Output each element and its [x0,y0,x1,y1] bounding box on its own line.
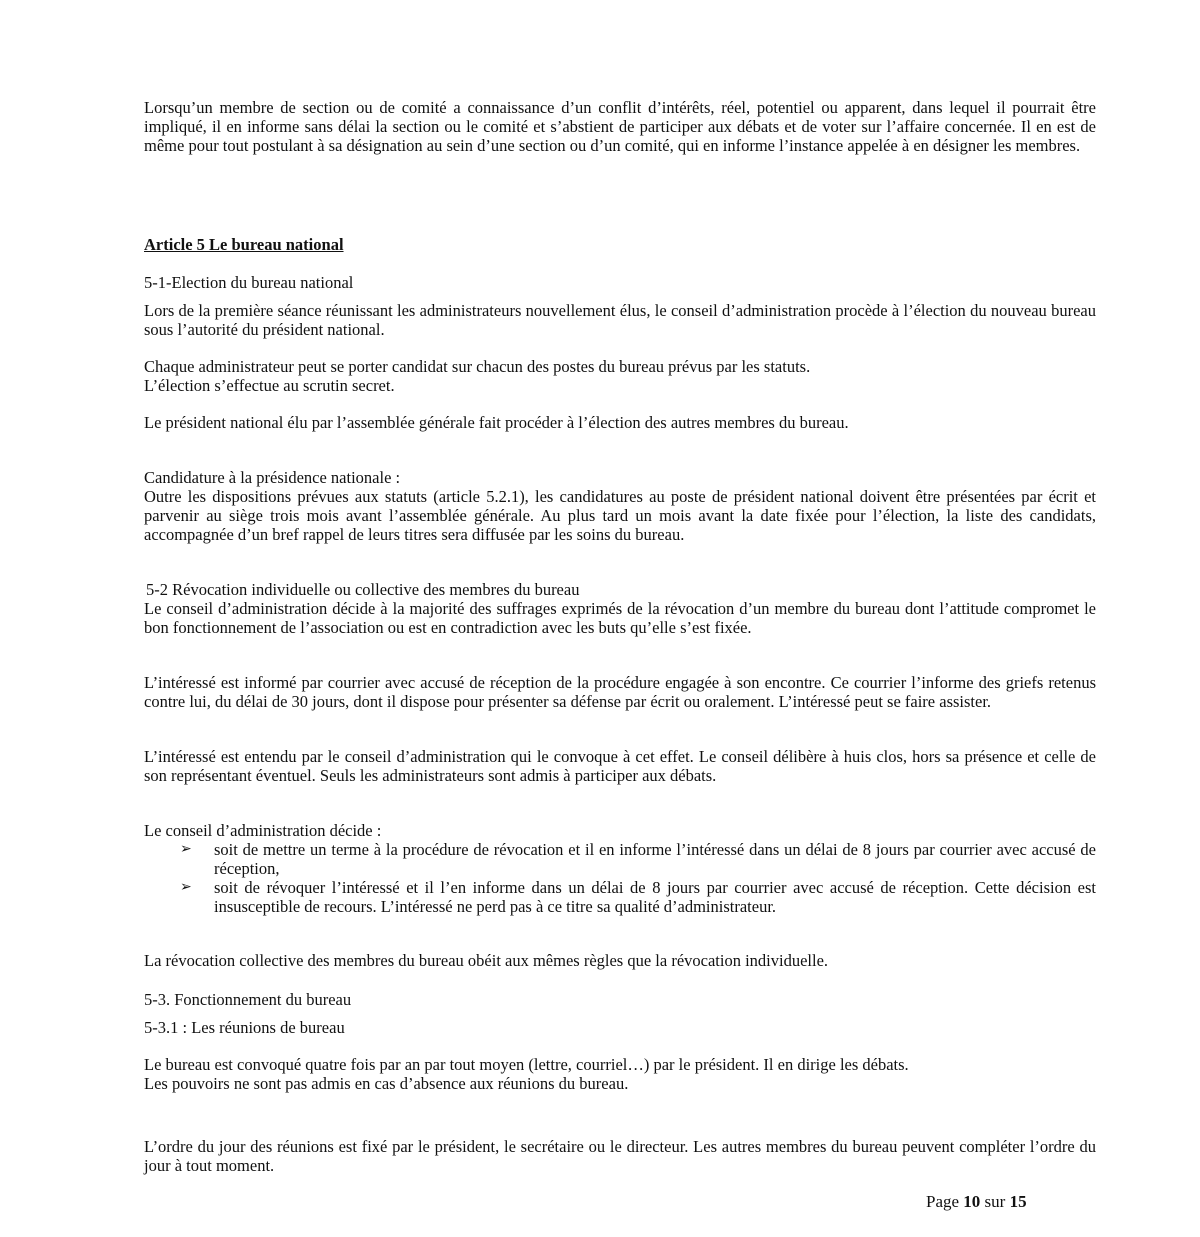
candidature-block [144,468,1096,544]
section-5-1-paragraph-3: Le président national élu par l’assemblée générale fait procéder à l’élection des autres membres du bureau. [144,413,849,432]
list-item-text: soit de révoquer l’intéressé et il l’en informe dans un délai de 8 jours par courrier avec accusé de réception. Cette décision est insusceptible de recours. L’intéressé ne perd pas à ce titre sa qualité d’administrateur. [214,878,1096,916]
section-5-1-paragraph-2 [144,357,1096,395]
page-footer [926,1192,1027,1211]
section-5-2-paragraph-2: L’intéressé est informé par courrier avec accusé de réception de la procédure engagée à son encontre. Ce courrier l’informe des griefs retenus contre lui, du délai de 30 jours, dont il dispose pour présenter sa défense par écrit ou oralement. L’intéressé peut se faire assister. [144,673,1096,711]
section-5-2-title: 5-2 Révocation individuelle ou collective des membres du bureau [146,580,580,599]
section-5-2-paragraph-3: L’intéressé est entendu par le conseil d’administration qui le convoque à cet effet. Le conseil délibère à huis clos, hors sa présence et celle de son représentant éventuel. Seuls les administrateurs sont admis à participer aux débats. [144,747,1096,785]
list-item-text: soit de mettre un terme à la procédure de révocation et il en informe l’intéressé dans un délai de 8 jours par courrier avec accusé de réception, [214,840,1096,878]
candidature-body: Outre les dispositions prévues aux statuts (article 5.2.1), les candidatures au poste de président national doivent être présentées par écrit et parvenir au siège trois mois avant l’assemblée générale. Au plus tard un mois avant la date fixée pour l’élection, la liste des candidats, accompagnée d’un bref rappel de leurs titres sera diffusée par les soins du bureau. [144,487,1096,544]
section-5-2-block [144,580,1096,637]
section-5-2-decide-intro: Le conseil d’administration décide : [144,821,382,840]
list-item [144,840,1096,878]
section-5-2-paragraph-1: Le conseil d’administration décide à la majorité des suffrages exprimés de la révocation d’un membre du bureau dont l’attitude compromet le bon fonctionnement de l’association ou est en contradiction avec les buts qu’elle s’est fixée. [144,599,1096,637]
candidature-title: Candidature à la présidence nationale : [144,468,401,487]
section-5-2-collective: La révocation collective des membres du bureau obéit aux mêmes règles que la révocation individuelle. [144,951,829,970]
section-5-1-title: 5-1-Election du bureau national [144,273,354,292]
page-of-label: sur [984,1192,1006,1211]
section-5-3-1-paragraph-1 [144,1055,1096,1093]
section-5-1-paragraph-1: Lors de la première séance réunissant les administrateurs nouvellement élus, le conseil d’administration procède à l’élection du nouveau bureau sous l’autorité du président national. [144,301,1096,339]
paragraph-line: L’élection s’effectue au scrutin secret. [144,376,395,395]
paragraph-line: Le bureau est convoqué quatre fois par an par tout moyen (lettre, courriel…) par le président. Il en dirige les débats. [144,1055,909,1074]
section-5-3-title: 5-3. Fonctionnement du bureau [144,990,352,1009]
list-item [144,878,1096,916]
article-5-heading: Article 5 Le bureau national [144,235,344,254]
arrow-bullet-icon: ➢ [180,879,192,895]
total-pages: 15 [1009,1192,1027,1211]
page-number: 10 [963,1192,981,1211]
paragraph-line: Chaque administrateur peut se porter candidat sur chacun des postes du bureau prévus par les statuts. [144,357,811,376]
section-5-3-1-title: 5-3.1 : Les réunions de bureau [144,1018,345,1037]
decision-options-list [144,840,1096,916]
intro-paragraph: Lorsqu’un membre de section ou de comité a connaissance d’un conflit d’intérêts, réel, potentiel ou apparent, dans lequel il pourrait être impliqué, il en informe sans délai la section ou le comité et s’abstient de participer aux débats et de voter sur l’affaire concernée. Il en est de même pour tout postulant à sa désignation au sein d’une section ou d’un comité, qui en informe l’instance appelée à en désigner les membres. [144,98,1096,155]
section-5-3-1-paragraph-2: L’ordre du jour des réunions est fixé par le président, le secrétaire ou le directeur. Les autres membres du bureau peuvent compléter l’ordre du jour à tout moment. [144,1137,1096,1175]
paragraph-line: Les pouvoirs ne sont pas admis en cas d’absence aux réunions du bureau. [144,1074,629,1093]
arrow-bullet-icon: ➢ [180,841,192,857]
page-label: Page [926,1192,960,1211]
